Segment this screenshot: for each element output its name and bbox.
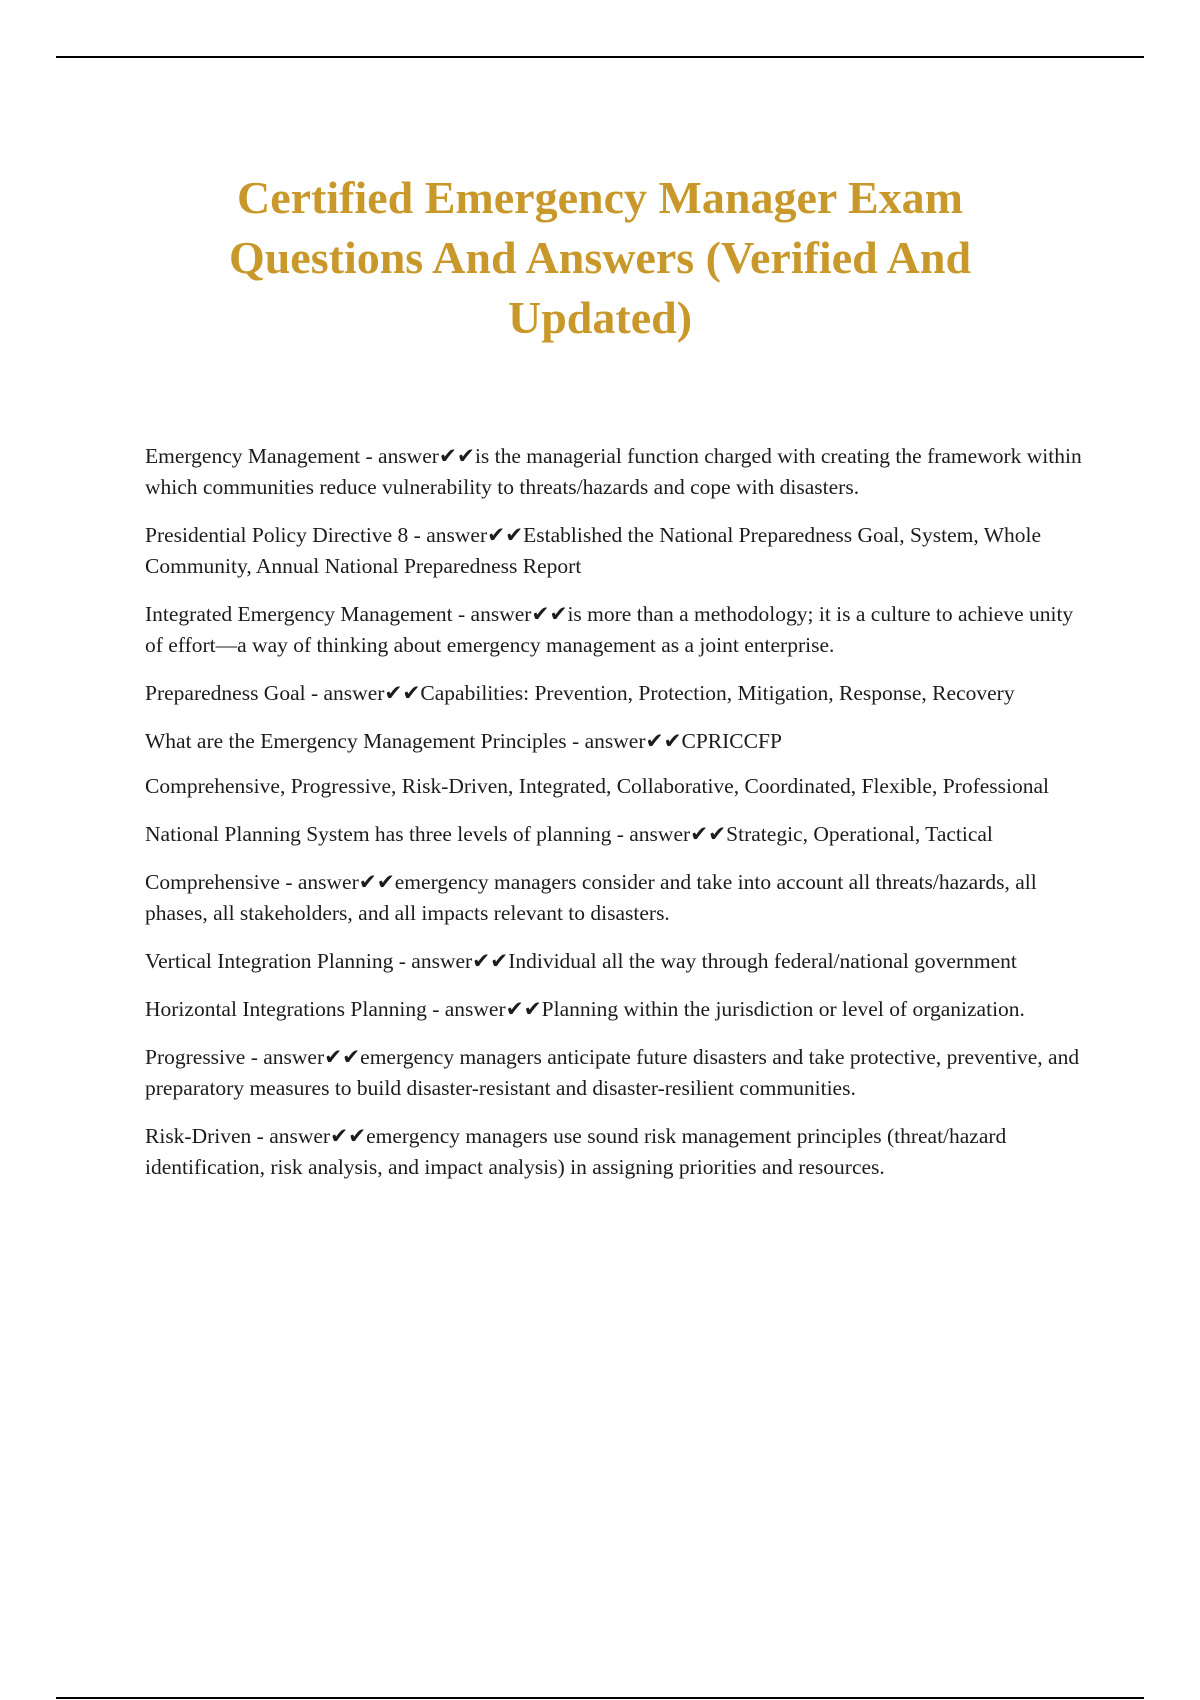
- qa-entry-national-planning-system: National Planning System has three levels of planning - answer✔✔Strategic, Operational, Tactical: [145, 822, 993, 846]
- qa-entry-ppd-8: Presidential Policy Directive 8 - answer✔✔Established the National Preparedness Goal, System, Whole Community, Annual National Preparedness Report: [145, 523, 1042, 578]
- qa-entry-em-principles: What are the Emergency Management Principles - answer✔✔CPRICCFP: [145, 729, 782, 753]
- qa-entry-vertical-integration: Vertical Integration Planning - answer✔✔Individual all the way through federal/national government: [145, 949, 1017, 973]
- bottom-rule: [56, 1697, 1144, 1699]
- qa-entry-comprehensive: Comprehensive - answer✔✔emergency managers consider and take into account all threats/hazards, all phases, all stakeholders, and all impacts relevant to disasters.: [145, 870, 1037, 925]
- top-rule: [56, 56, 1144, 58]
- qa-list: [145, 441, 1090, 1200]
- qa-entry-principles-list: Comprehensive, Progressive, Risk-Driven, Integrated, Collaborative, Coordinated, Flexible, Professional: [145, 774, 1050, 798]
- qa-entry-risk-driven: Risk-Driven - answer✔✔emergency managers use sound risk management principles (threat/hazard identification, risk analysis, and impact analysis) in assigning priorities and resources.: [145, 1124, 1007, 1179]
- qa-entry-progressive: Progressive - answer✔✔emergency managers anticipate future disasters and take protective, preventive, and preparatory measures to build disaster-resistant and disaster-resilient communities.: [145, 1045, 1080, 1100]
- qa-entry-integrated-em: Integrated Emergency Management - answer✔✔is more than a methodology; it is a culture to achieve unity of effort—a way of thinking about emergency management as a joint enterprise.: [145, 602, 1074, 657]
- document-title: Certified Emergency Manager Exam Questions And Answers (Verified And Updated): [228, 172, 972, 343]
- qa-entry-emergency-management: Emergency Management - answer✔✔is the managerial function charged with creating the framework within which communities reduce vulnerability to threats/hazards and cope with disasters.: [145, 444, 1082, 499]
- qa-entry-horizontal-integration: Horizontal Integrations Planning - answer✔✔Planning within the jurisdiction or level of organization.: [145, 997, 1025, 1021]
- qa-entry-preparedness-goal: Preparedness Goal - answer✔✔Capabilities: Prevention, Protection, Mitigation, Response, Recovery: [145, 681, 1015, 705]
